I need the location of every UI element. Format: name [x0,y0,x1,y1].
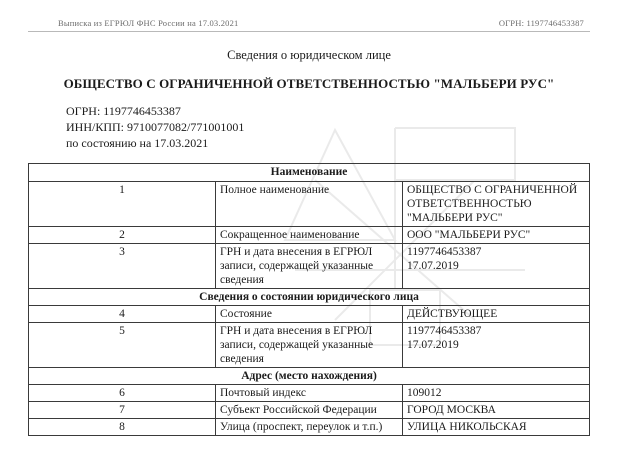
row-label: Полное наименование [216,181,403,226]
row-value [403,226,590,243]
header-ogrn-text: ОГРН: 1197746453387 [498,18,584,28]
section-title-name: Наименование [29,164,590,181]
row-value-line: ООО "МАЛЬБЕРИ РУС" [407,228,531,241]
row-label [216,322,403,367]
table-row [29,226,590,243]
header-source-text: Выписка из ЕГРЮЛ ФНС России на 17.03.2021 [58,18,239,28]
row-label: Субъект Российской Федерации [216,401,403,418]
row-number: 2 [29,226,216,243]
row-number: 4 [29,305,216,322]
section-title-state: Сведения о состоянии юридического лица [29,288,590,305]
row-label: Почтовый индекс [216,384,403,401]
row-value-line: УЛИЦА НИКОЛЬСКАЯ [407,420,527,433]
row-label-line: ГРН и дата внесения в ЕГРЮЛ [220,245,373,258]
row-label-line: сведения [220,273,264,286]
row-number: 5 [29,322,216,367]
row-value-line: 17.07.2019 [407,338,459,351]
row-number: 8 [29,418,216,435]
row-value [403,305,590,322]
meta-ogrn: ОГРН: 1197746453387 [66,104,181,118]
row-value [403,401,590,418]
document-meta [28,104,590,151]
section-header-name [29,164,590,181]
row-number: 1 [29,181,216,226]
row-value [403,243,590,288]
row-label-line: записи, содержащей указанные [220,338,374,351]
row-number: 6 [29,384,216,401]
row-label-line: ГРН и дата внесения в ЕГРЮЛ [220,324,373,337]
row-value-line: ДЕЙСТВУЮЩЕЕ [407,307,498,320]
page-title: Сведения о юридическом лице [227,48,391,62]
table-row [29,322,590,367]
row-value-line: 1197746453387 [407,324,482,337]
row-value [403,322,590,367]
table-row [29,418,590,435]
section-header-address [29,367,590,384]
meta-as-of-date: по состоянию на 17.03.2021 [66,135,209,150]
row-value [403,418,590,435]
row-label-line: сведения [220,352,264,365]
row-value-line: 17.07.2019 [407,259,459,272]
table-row [29,181,590,226]
table-row [29,384,590,401]
organization-name: ОБЩЕСТВО С ОГРАНИЧЕННОЙ ОТВЕТСТВЕННОСТЬЮ "МАЛЬБЕРИ РУС" [63,76,555,91]
row-label: Состояние [216,305,403,322]
row-value-line: 1197746453387 [407,245,482,258]
row-number: 3 [29,243,216,288]
row-value [403,384,590,401]
table-row [29,305,590,322]
row-value-line: ГОРОД МОСКВА [407,403,496,416]
row-label-line: записи, содержащей указанные [220,259,374,272]
table-row [29,401,590,418]
row-number: 7 [29,401,216,418]
entity-info-table [28,163,590,435]
section-title-address: Адрес (место нахождения) [29,367,590,384]
document-header [28,18,590,32]
meta-inn-kpp: ИНН/КПП: 9710077082/771001001 [66,119,245,134]
row-label [216,243,403,288]
row-value-line: ОБЩЕСТВО С ОГРАНИЧЕННОЙ [407,183,578,196]
row-label: Улица (проспект, переулок и т.п.) [216,418,403,435]
section-header-state [29,288,590,305]
row-value-line: ОТВЕТСТВЕННОСТЬЮ "МАЛЬБЕРИ РУС" [407,197,532,224]
table-row [29,243,590,288]
row-label: Сокращенное наименование [216,226,403,243]
row-value [403,181,590,226]
row-value-line: 109012 [407,386,442,399]
